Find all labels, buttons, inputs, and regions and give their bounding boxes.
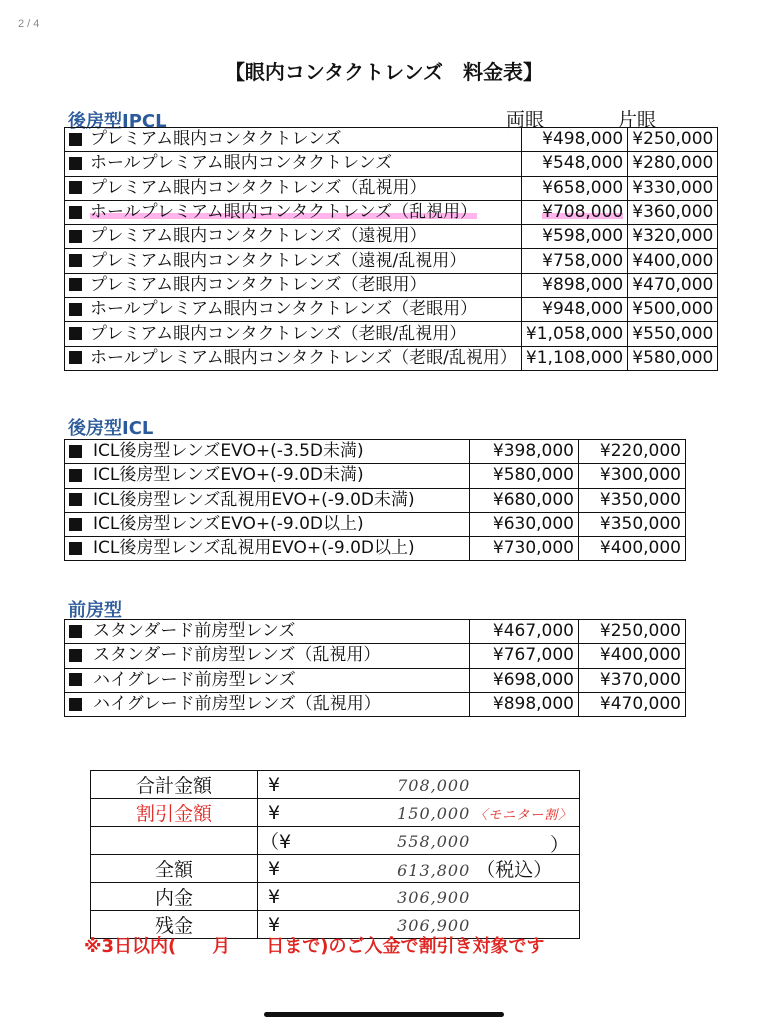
balance-label: 残金	[91, 911, 258, 939]
section-title-icl: 後房型ICL	[68, 418, 154, 439]
price-both: ¥948,000	[521, 298, 627, 322]
price-both: ¥658,000	[521, 176, 627, 200]
price-single: ¥470,000	[579, 692, 686, 716]
bullet-square-icon	[69, 649, 82, 662]
item-name: プレミアム眼内コンタクトレンズ（乱視用）	[86, 176, 521, 200]
tax-note: （税込）	[476, 859, 553, 881]
price-single: ¥360,000	[628, 200, 718, 224]
discount-note: 〈モニター割〉	[474, 807, 573, 823]
bullet-square-icon	[69, 445, 82, 458]
table-row-highlighted	[65, 200, 718, 224]
item-name: ホールプレミアム眼内コンタクトレンズ	[86, 152, 521, 176]
item-name: ICL後房型レンズEVO+(-9.0D未満)	[89, 464, 470, 488]
price-single: ¥350,000	[579, 512, 686, 536]
price-single: ¥250,000	[579, 620, 686, 644]
total-value: 708,000	[397, 775, 471, 795]
price-both: ¥398,000	[470, 440, 579, 464]
item-name: ホールプレミアム眼内コンタクトレンズ（乱視用）	[90, 202, 478, 223]
summary-row-total	[91, 771, 580, 799]
summary-row-deposit	[91, 883, 580, 911]
price-both: ¥758,000	[521, 249, 627, 273]
price-single: ¥580,000	[628, 346, 718, 370]
bullet-square-icon	[69, 542, 82, 555]
table-row	[65, 644, 686, 668]
price-single: ¥280,000	[628, 152, 718, 176]
bullet-square-icon	[69, 327, 82, 340]
item-name: ホールプレミアム眼内コンタクトレンズ（老眼/乱視用）	[86, 346, 521, 370]
price-single: ¥400,000	[628, 249, 718, 273]
price-table-icl	[64, 439, 686, 561]
summary-row-subtotal	[91, 827, 580, 855]
table-row	[65, 512, 686, 536]
item-name: スタンダード前房型レンズ	[89, 620, 470, 644]
price-both: ¥708,000	[542, 202, 624, 223]
document-title: 【眼内コンタクトレンズ 料金表】	[224, 60, 544, 84]
price-single: ¥400,000	[579, 644, 686, 668]
price-single: ¥300,000	[579, 464, 686, 488]
price-both: ¥898,000	[521, 273, 627, 297]
price-single: ¥400,000	[579, 537, 686, 561]
table-row	[65, 249, 718, 273]
table-row	[65, 668, 686, 692]
item-name: ICL後房型レンズ乱視用EVO+(-9.0D以上)	[89, 537, 470, 561]
bullet-square-icon	[69, 518, 82, 531]
price-both: ¥898,000	[470, 692, 579, 716]
price-table-anterior	[64, 619, 686, 717]
table-row	[65, 152, 718, 176]
discount-value: 150,000	[397, 803, 471, 823]
item-name: ハイグレード前房型レンズ	[89, 668, 470, 692]
price-single: ¥320,000	[628, 225, 718, 249]
summary-row-full	[91, 855, 580, 883]
price-both: ¥1,058,000	[521, 322, 627, 346]
bullet-square-icon	[69, 157, 82, 170]
section-title-anterior: 前房型	[68, 600, 122, 621]
deposit-label: 内金	[91, 883, 258, 911]
price-both: ¥598,000	[521, 225, 627, 249]
item-name: ICL後房型レンズ乱視用EVO+(-9.0D未満)	[89, 488, 470, 512]
price-both: ¥767,000	[470, 644, 579, 668]
table-row	[65, 464, 686, 488]
summary-row-discount	[91, 799, 580, 827]
price-both: ¥698,000	[470, 668, 579, 692]
bullet-square-icon	[69, 493, 82, 506]
bullet-square-icon	[69, 698, 82, 711]
price-single: ¥500,000	[628, 298, 718, 322]
page-indicator: 2 / 4	[18, 18, 40, 30]
price-both: ¥498,000	[521, 128, 627, 152]
bullet-square-icon	[69, 469, 82, 482]
subtotal-open: （¥	[258, 827, 292, 855]
bullet-square-icon	[69, 206, 82, 219]
price-single: ¥220,000	[579, 440, 686, 464]
price-both: ¥548,000	[521, 152, 627, 176]
price-single: ¥550,000	[628, 322, 718, 346]
item-name: ICL後房型レンズEVO+(-9.0D以上)	[89, 512, 470, 536]
item-name: プレミアム眼内コンタクトレンズ（遠視/乱視用）	[86, 249, 521, 273]
yen-symbol: ¥	[258, 771, 292, 799]
item-name: ホールプレミアム眼内コンタクトレンズ（老眼用）	[86, 298, 521, 322]
price-single: ¥370,000	[579, 668, 686, 692]
table-row	[65, 488, 686, 512]
yen-symbol: ¥	[258, 855, 292, 883]
price-single: ¥350,000	[579, 488, 686, 512]
price-both: ¥467,000	[470, 620, 579, 644]
price-single: ¥330,000	[628, 176, 718, 200]
item-name: プレミアム眼内コンタクトレンズ（老眼用）	[86, 273, 521, 297]
price-both: ¥680,000	[470, 488, 579, 512]
price-single: ¥250,000	[628, 128, 718, 152]
home-indicator[interactable]	[264, 1012, 504, 1017]
yen-symbol: ¥	[258, 883, 292, 911]
table-row	[65, 537, 686, 561]
column-single-eye: 片眼	[618, 109, 657, 131]
discount-label: 割引金額	[91, 799, 258, 827]
item-name: ハイグレード前房型レンズ（乱視用）	[89, 692, 470, 716]
yen-symbol: ¥	[258, 911, 292, 939]
table-row	[65, 225, 718, 249]
price-both: ¥1,108,000	[521, 346, 627, 370]
item-name: ICL後房型レンズEVO+(-3.5D未満)	[89, 440, 470, 464]
bullet-square-icon	[69, 230, 82, 243]
column-both-eyes: 両眼	[506, 109, 545, 131]
subtotal-close: ）	[549, 833, 569, 856]
bullet-square-icon	[69, 351, 82, 364]
balance-value: 306,900	[397, 915, 471, 935]
discount-footnote: ※3日以内( 月 日まで)のご入金で割引き対象です	[84, 936, 545, 957]
bullet-square-icon	[69, 133, 82, 146]
table-row	[65, 128, 718, 152]
summary-table	[90, 770, 580, 939]
deposit-value: 306,900	[397, 887, 471, 907]
table-row	[65, 440, 686, 464]
price-both: ¥630,000	[470, 512, 579, 536]
bullet-square-icon	[69, 673, 82, 686]
price-both: ¥730,000	[470, 537, 579, 561]
bullet-square-icon	[69, 303, 82, 316]
item-name: プレミアム眼内コンタクトレンズ	[86, 128, 521, 152]
table-row	[65, 273, 718, 297]
full-value: 613,800	[397, 861, 471, 880]
bullet-square-icon	[69, 254, 82, 267]
table-row	[65, 298, 718, 322]
item-name: スタンダード前房型レンズ（乱視用）	[89, 644, 470, 668]
yen-symbol: ¥	[258, 799, 292, 827]
full-label: 全額	[91, 855, 258, 883]
section-title-ipcl: 後房型IPCL	[68, 111, 167, 132]
price-table-ipcl	[64, 127, 718, 371]
bullet-square-icon	[69, 181, 82, 194]
price-both: ¥580,000	[470, 464, 579, 488]
item-name: プレミアム眼内コンタクトレンズ（遠視用）	[86, 225, 521, 249]
table-row	[65, 322, 718, 346]
item-name: プレミアム眼内コンタクトレンズ（老眼/乱視用）	[86, 322, 521, 346]
table-row	[65, 176, 718, 200]
bullet-square-icon	[69, 278, 82, 291]
table-row	[65, 346, 718, 370]
total-label: 合計金額	[91, 771, 258, 799]
subtotal-value: 558,000	[397, 831, 471, 851]
price-single: ¥470,000	[628, 273, 718, 297]
bullet-square-icon	[69, 625, 82, 638]
table-row	[65, 692, 686, 716]
table-row	[65, 620, 686, 644]
